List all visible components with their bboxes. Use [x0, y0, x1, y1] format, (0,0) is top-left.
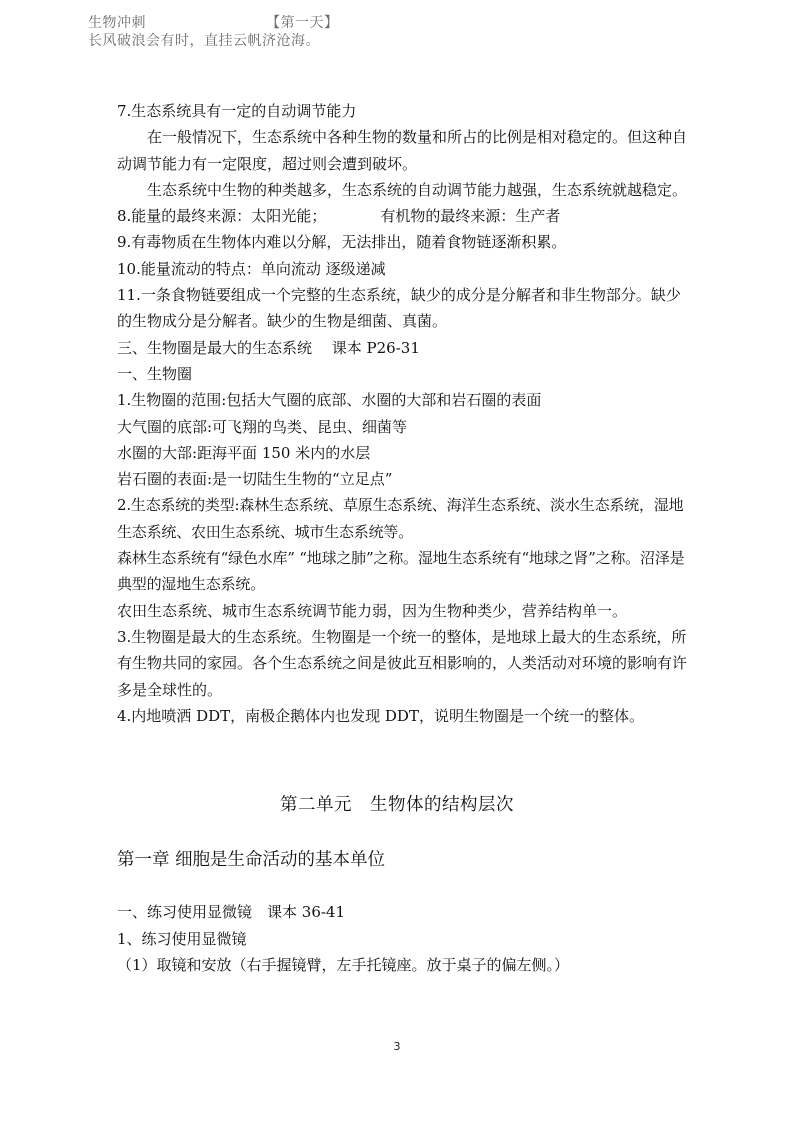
- item-9: 9.有毒物质在生物体内难以分解，无法排出，随着食物链逐渐积累。: [117, 233, 567, 252]
- page-header: [88, 14, 728, 50]
- biosphere-point-4: 4.内地喷洒 DDT，南极企鹅体内也发现 DDT，说明生物圈是一个统一的整体。: [117, 706, 644, 725]
- lesson-subheading: 1、练习使用显微镜: [117, 929, 247, 948]
- section-3-heading: 三、生物圈是最大的生态系统 课本 P26-31: [117, 338, 420, 357]
- page-number: 3: [393, 1040, 401, 1053]
- header-motto: 长风破浪会有时，直挂云帆济沧海。: [88, 33, 320, 49]
- main-content: [117, 98, 687, 729]
- biosphere-point-2c: 农田生态系统、城市生态系统调节能力弱，因为生物种类少，营养结构单一。: [117, 601, 628, 620]
- unit-title: 第二单元 生物体的结构层次: [280, 795, 514, 815]
- item-7-title: 7.生态系统具有一定的自动调节能力: [117, 102, 357, 120]
- item-11: 11.一条食物链要组成一个完整的生态系统，缺少的成分是分解者和非生物部分。缺少的生物成分是分解者。缺少的生物是细菌、真菌。: [117, 286, 681, 331]
- item-7-paragraph-2: 生态系统中生物的种类越多，生态系统的自动调节能力越强，生态系统就越稳定。: [147, 180, 688, 199]
- item-8-organic: 有机物的最终来源：生产者: [380, 207, 561, 226]
- biosphere-lithosphere: 岩石圈的表面:是一切陆生生物的“立足点”: [117, 470, 393, 489]
- lesson-step-1: （1）取镜和安放（右手握镜臂，左手托镜座。放于桌子的偏左侧。）: [117, 956, 570, 974]
- lesson-section: [117, 899, 687, 979]
- chapter-title: 第一章 细胞是生命活动的基本单位: [117, 850, 386, 870]
- biosphere-point-3: 3.生物圈是最大的生态系统。生物圈是一个统一的整体，是地球上最大的生态系统，所有生物共同的家园。各个生态系统之间是彼此互相影响的，人类活动对环境的影响有许多是全球性的。: [117, 627, 688, 699]
- item-10: 10.能量流动的特点：单向流动 逐级递减: [117, 259, 386, 278]
- biosphere-atmosphere: 大气圈的底部:可飞翔的鸟类、昆虫、细菌等: [117, 417, 408, 436]
- header-subject: 生物冲刺: [88, 15, 146, 31]
- lesson-heading: 一、练习使用显微镜 课本 36-41: [117, 903, 346, 921]
- subsection-biosphere: 一、生物圈: [117, 364, 193, 383]
- biosphere-point-2b: 森林生态系统有“绿色水库” “地球之肺”之称。湿地生态系统有“地球之肾”之称。沼泽是典型的湿地生态系统。: [117, 549, 685, 594]
- biosphere-point-2: 2.生态系统的类型:森林生态系统、草原生态系统、海洋生态系统、淡水生态系统，湿地生态系统、农田生态系统、城市生态系统等。: [117, 496, 684, 541]
- item-7-paragraph-1: 在一般情况下，生态系统中各种生物的数量和所占的比例是相对稳定的。但这种自动调节能力有一定限度，超过则会遭到破坏。: [117, 128, 688, 173]
- item-8: [117, 203, 687, 229]
- item-8-energy: 8.能量的最终来源：太阳光能；: [117, 207, 327, 226]
- biosphere-hydrosphere: 水圈的大部:距海平面 150 米内的水层: [117, 443, 371, 462]
- biosphere-point-1: 1.生物圈的范围:包括大气圈的底部、水圈的大部和岩石圈的表面: [117, 391, 542, 410]
- header-day: 【第一天】: [266, 15, 339, 31]
- header-row: [88, 14, 728, 32]
